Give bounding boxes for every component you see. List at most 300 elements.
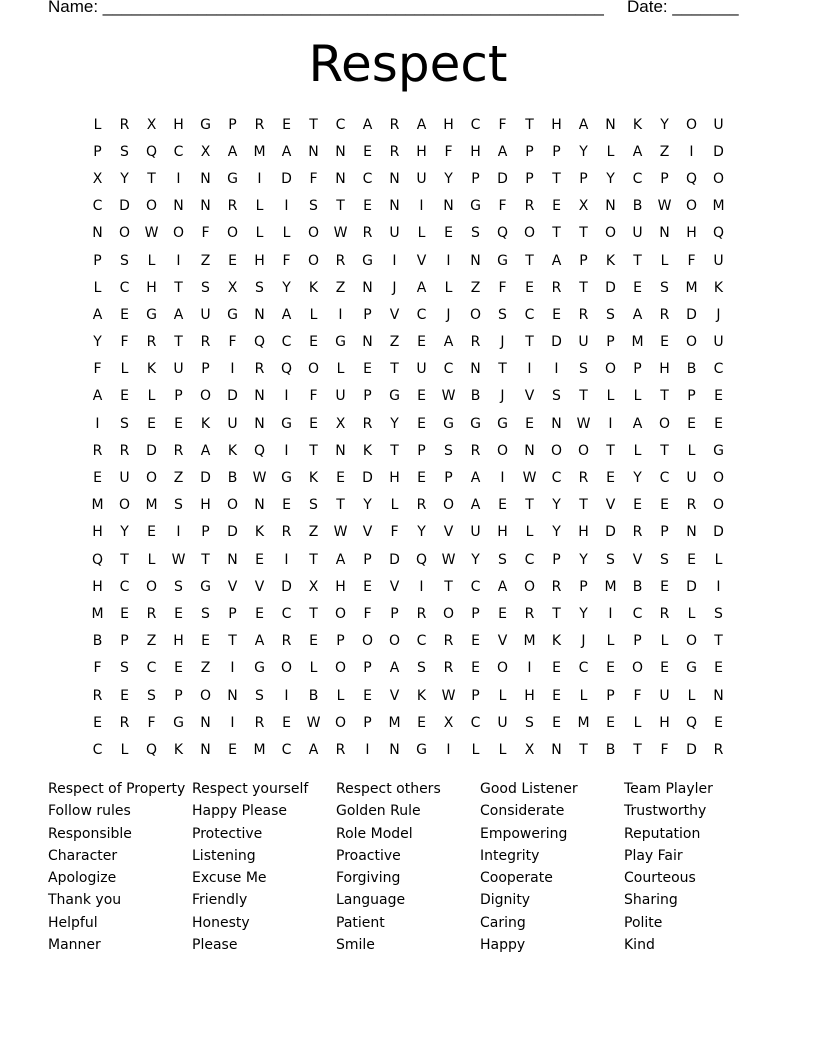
grid-letter: G bbox=[362, 252, 373, 269]
grid-letter: E bbox=[228, 741, 237, 758]
grid-letter: X bbox=[578, 198, 589, 215]
grid-letter: G bbox=[686, 660, 697, 677]
grid-letter: E bbox=[714, 415, 723, 432]
grid-letter: R bbox=[92, 687, 103, 704]
grid-letter: R bbox=[254, 116, 265, 133]
grid-letter: A bbox=[497, 143, 508, 160]
word-list-item: Caring bbox=[480, 914, 526, 931]
letter-grid bbox=[84, 111, 732, 764]
grid-letter: N bbox=[659, 225, 670, 242]
grid-letter: L bbox=[714, 551, 723, 568]
grid-letter: N bbox=[470, 361, 481, 378]
grid-letter: L bbox=[660, 252, 669, 269]
grid-letter: G bbox=[200, 116, 211, 133]
grid-letter: T bbox=[552, 605, 561, 622]
grid-letter: O bbox=[712, 497, 725, 514]
grid-letter: E bbox=[120, 687, 129, 704]
grid-letter: F bbox=[444, 143, 453, 160]
grid-letter: L bbox=[147, 252, 156, 269]
grid-letter: N bbox=[389, 198, 400, 215]
grid-letter: I bbox=[284, 442, 289, 459]
grid-letter: P bbox=[444, 470, 453, 487]
grid-letter: M bbox=[712, 198, 725, 215]
grid-letter: R bbox=[443, 660, 454, 677]
grid-letter: H bbox=[470, 143, 481, 160]
grid-letter: A bbox=[227, 143, 238, 160]
grid-letter: D bbox=[389, 551, 400, 568]
grid-letter: F bbox=[687, 252, 696, 269]
grid-letter: O bbox=[604, 225, 617, 242]
grid-letter: E bbox=[120, 306, 129, 323]
grid-letter: A bbox=[632, 306, 643, 323]
grid-letter: E bbox=[147, 415, 156, 432]
grid-letter: K bbox=[362, 442, 373, 459]
grid-letter: C bbox=[632, 605, 643, 622]
grid-letter: E bbox=[444, 225, 453, 242]
grid-letter: N bbox=[389, 170, 400, 187]
grid-letter: A bbox=[416, 116, 427, 133]
grid-letter: G bbox=[254, 660, 265, 677]
grid-letter: A bbox=[632, 415, 643, 432]
word-list-item: Manner bbox=[48, 937, 101, 954]
grid-letter: L bbox=[687, 442, 696, 459]
grid-letter: G bbox=[389, 388, 400, 405]
grid-letter: E bbox=[714, 388, 723, 405]
grid-letter: O bbox=[685, 334, 698, 351]
grid-letter: H bbox=[659, 361, 670, 378]
name-field-label: Name: _____________________________________________________ bbox=[48, 0, 604, 16]
grid-letter: O bbox=[199, 687, 212, 704]
grid-letter: A bbox=[335, 551, 346, 568]
grid-letter: N bbox=[227, 687, 238, 704]
grid-letter: X bbox=[146, 116, 157, 133]
grid-letter: B bbox=[632, 578, 643, 595]
grid-letter: S bbox=[174, 497, 183, 514]
grid-letter: P bbox=[471, 170, 480, 187]
word-list-item: Helpful bbox=[48, 914, 98, 931]
grid-letter: K bbox=[200, 415, 211, 432]
grid-letter: D bbox=[497, 170, 508, 187]
grid-letter: V bbox=[389, 578, 400, 595]
grid-letter: M bbox=[91, 497, 104, 514]
grid-letter: V bbox=[605, 497, 616, 514]
grid-letter: E bbox=[336, 470, 345, 487]
grid-letter: O bbox=[145, 470, 158, 487]
grid-letter: R bbox=[281, 524, 292, 541]
grid-letter: L bbox=[282, 225, 291, 242]
grid-letter: R bbox=[632, 524, 643, 541]
grid-letter: R bbox=[713, 741, 724, 758]
grid-letter: T bbox=[579, 497, 588, 514]
grid-letter: Y bbox=[120, 524, 129, 541]
grid-letter: H bbox=[92, 578, 103, 595]
grid-letter: G bbox=[443, 415, 454, 432]
grid-letter: L bbox=[120, 361, 129, 378]
grid-letter: A bbox=[389, 660, 400, 677]
word-list-item: Team Playler bbox=[624, 781, 713, 797]
grid-letter: G bbox=[416, 741, 427, 758]
grid-letter: L bbox=[687, 605, 696, 622]
grid-letter: X bbox=[524, 741, 535, 758]
grid-letter: O bbox=[496, 660, 509, 677]
grid-letter: D bbox=[362, 470, 373, 487]
grid-letter: I bbox=[176, 252, 181, 269]
grid-letter: R bbox=[524, 198, 535, 215]
grid-letter: T bbox=[525, 116, 534, 133]
word-list-item: Smile bbox=[336, 937, 375, 954]
grid-letter: K bbox=[254, 524, 265, 541]
grid-letter: E bbox=[471, 660, 480, 677]
grid-letter: L bbox=[309, 660, 318, 677]
grid-letter: O bbox=[307, 225, 320, 242]
grid-letter: O bbox=[361, 633, 374, 650]
grid-letter: S bbox=[606, 306, 615, 323]
grid-letter: R bbox=[119, 116, 130, 133]
grid-letter: I bbox=[554, 361, 559, 378]
grid-letter: O bbox=[388, 633, 401, 650]
grid-letter: Q bbox=[685, 170, 698, 187]
grid-letter: S bbox=[714, 605, 723, 622]
grid-letter: L bbox=[147, 551, 156, 568]
grid-letter: E bbox=[687, 551, 696, 568]
grid-letter: R bbox=[416, 497, 427, 514]
grid-letter: A bbox=[173, 306, 184, 323]
grid-letter: B bbox=[686, 361, 697, 378]
grid-letter: O bbox=[145, 198, 158, 215]
grid-letter: E bbox=[660, 578, 669, 595]
grid-letter: B bbox=[470, 388, 481, 405]
grid-letter: H bbox=[92, 524, 103, 541]
grid-letter: E bbox=[363, 361, 372, 378]
grid-letter: C bbox=[551, 470, 562, 487]
word-list-item: Apologize bbox=[48, 870, 117, 887]
grid-letter: E bbox=[363, 143, 372, 160]
grid-letter: F bbox=[147, 714, 156, 731]
grid-letter: E bbox=[660, 497, 669, 514]
grid-letter: T bbox=[336, 198, 345, 215]
grid-letter: P bbox=[417, 442, 426, 459]
grid-letter: P bbox=[363, 388, 372, 405]
grid-letter: E bbox=[93, 714, 102, 731]
grid-letter: S bbox=[471, 225, 480, 242]
grid-letter: F bbox=[93, 361, 102, 378]
grid-letter: T bbox=[579, 741, 588, 758]
grid-letter: D bbox=[227, 524, 238, 541]
grid-letter: W bbox=[306, 714, 321, 731]
grid-letter: E bbox=[174, 415, 183, 432]
grid-letter: H bbox=[389, 470, 400, 487]
grid-letter: K bbox=[308, 470, 319, 487]
grid-letter: H bbox=[416, 143, 427, 160]
grid-letter: N bbox=[389, 741, 400, 758]
grid-letter: A bbox=[281, 306, 292, 323]
grid-letter: Y bbox=[390, 415, 399, 432]
grid-letter: Z bbox=[659, 143, 670, 160]
grid-letter: I bbox=[446, 741, 451, 758]
grid-letter: R bbox=[416, 605, 427, 622]
grid-letter: X bbox=[308, 578, 319, 595]
grid-letter: Y bbox=[417, 524, 426, 541]
header bbox=[48, 0, 748, 21]
grid-letter: S bbox=[120, 415, 129, 432]
grid-letter: C bbox=[470, 116, 481, 133]
grid-letter: I bbox=[419, 578, 424, 595]
grid-letter: O bbox=[712, 470, 725, 487]
grid-letter: I bbox=[446, 252, 451, 269]
grid-letter: G bbox=[713, 442, 724, 459]
word-list-item: Excuse Me bbox=[192, 870, 267, 887]
grid-letter: T bbox=[714, 633, 723, 650]
grid-letter: E bbox=[633, 279, 642, 296]
grid-letter: A bbox=[470, 470, 481, 487]
grid-letter: A bbox=[308, 741, 319, 758]
grid-letter: P bbox=[336, 633, 345, 650]
grid-letter: Y bbox=[471, 551, 480, 568]
grid-letter: L bbox=[255, 225, 264, 242]
grid-letter: R bbox=[578, 470, 589, 487]
grid-letter: I bbox=[365, 741, 370, 758]
grid-letter: L bbox=[633, 442, 642, 459]
grid-letter: L bbox=[390, 497, 399, 514]
grid-letter: R bbox=[200, 334, 211, 351]
grid-letter: T bbox=[120, 551, 129, 568]
grid-letter: E bbox=[417, 388, 426, 405]
grid-letter: K bbox=[416, 687, 427, 704]
word-list-item: Thank you bbox=[48, 892, 122, 909]
grid-letter: G bbox=[173, 714, 184, 731]
grid-letter: N bbox=[686, 524, 697, 541]
grid-letter: N bbox=[524, 442, 535, 459]
grid-letter: Y bbox=[633, 470, 642, 487]
grid-letter: S bbox=[147, 687, 156, 704]
grid-letter: F bbox=[120, 334, 129, 351]
grid-letter: P bbox=[201, 361, 210, 378]
grid-letter: R bbox=[173, 442, 184, 459]
grid-letter: R bbox=[578, 306, 589, 323]
grid-letter: O bbox=[685, 633, 698, 650]
grid-letter: E bbox=[363, 687, 372, 704]
grid-letter: L bbox=[255, 198, 264, 215]
grid-letter: T bbox=[552, 225, 561, 242]
grid-letter: E bbox=[606, 714, 615, 731]
grid-letter: F bbox=[633, 687, 642, 704]
grid-letter: E bbox=[282, 497, 291, 514]
grid-letter: U bbox=[632, 225, 643, 242]
grid-letter: Z bbox=[146, 633, 157, 650]
grid-letter: N bbox=[335, 170, 346, 187]
grid-letter: W bbox=[522, 470, 537, 487]
word-list-item: Respect yourself bbox=[192, 781, 309, 797]
grid-letter: U bbox=[713, 116, 724, 133]
grid-letter: Q bbox=[280, 361, 293, 378]
grid-letter: P bbox=[579, 170, 588, 187]
grid-letter: N bbox=[227, 551, 238, 568]
grid-letter: C bbox=[470, 714, 481, 731]
grid-letter: C bbox=[632, 170, 643, 187]
grid-letter: D bbox=[686, 741, 697, 758]
grid-letter: T bbox=[606, 442, 615, 459]
grid-letter: Q bbox=[253, 442, 266, 459]
grid-letter: I bbox=[284, 388, 289, 405]
grid-letter: N bbox=[200, 198, 211, 215]
grid-letter: M bbox=[253, 741, 266, 758]
grid-letter: C bbox=[524, 551, 535, 568]
grid-letter: T bbox=[525, 252, 534, 269]
grid-letter: D bbox=[686, 306, 697, 323]
grid-letter: E bbox=[120, 605, 129, 622]
grid-letter: L bbox=[471, 741, 480, 758]
grid-letter: E bbox=[552, 198, 561, 215]
grid-letter: J bbox=[500, 334, 505, 351]
word-list-item: Cooperate bbox=[480, 870, 553, 887]
grid-letter: E bbox=[552, 687, 561, 704]
grid-letter: U bbox=[470, 524, 481, 541]
word-list-item: Courteous bbox=[624, 870, 696, 887]
grid-letter: X bbox=[335, 415, 346, 432]
grid-letter: C bbox=[470, 578, 481, 595]
grid-letter: S bbox=[606, 551, 615, 568]
grid-letter: A bbox=[578, 116, 589, 133]
grid-letter: V bbox=[524, 388, 535, 405]
grid-letter: Y bbox=[552, 497, 561, 514]
word-list bbox=[48, 778, 768, 956]
word-list-item: Happy bbox=[480, 937, 526, 954]
grid-letter: A bbox=[92, 306, 103, 323]
grid-letter: E bbox=[255, 551, 264, 568]
grid-letter: E bbox=[309, 334, 318, 351]
grid-letter: U bbox=[497, 714, 508, 731]
grid-letter: T bbox=[174, 334, 183, 351]
grid-letter: R bbox=[389, 116, 400, 133]
grid-letter: T bbox=[579, 225, 588, 242]
grid-letter: D bbox=[605, 524, 616, 541]
grid-letter: C bbox=[92, 198, 103, 215]
grid-letter: I bbox=[392, 252, 397, 269]
grid-letter: I bbox=[176, 524, 181, 541]
grid-letter: G bbox=[281, 415, 292, 432]
grid-letter: R bbox=[470, 334, 481, 351]
grid-letter: N bbox=[254, 497, 265, 514]
grid-letter: N bbox=[605, 198, 616, 215]
grid-letter: N bbox=[362, 279, 373, 296]
grid-letter: H bbox=[659, 714, 670, 731]
grid-letter: T bbox=[309, 605, 318, 622]
grid-letter: E bbox=[309, 633, 318, 650]
grid-letter: B bbox=[605, 741, 616, 758]
grid-letter: J bbox=[716, 306, 721, 323]
grid-letter: B bbox=[227, 470, 238, 487]
word-list-item: Respect others bbox=[336, 781, 441, 797]
grid-letter: G bbox=[227, 170, 238, 187]
grid-letter: D bbox=[119, 198, 130, 215]
grid-letter: R bbox=[443, 633, 454, 650]
grid-letter: G bbox=[497, 415, 508, 432]
grid-letter: H bbox=[551, 116, 562, 133]
grid-letter: C bbox=[173, 143, 184, 160]
grid-letter: N bbox=[308, 143, 319, 160]
grid-letter: N bbox=[335, 442, 346, 459]
grid-letter: P bbox=[471, 605, 480, 622]
grid-letter: I bbox=[527, 361, 532, 378]
grid-letter: Z bbox=[470, 279, 481, 296]
grid-letter: E bbox=[660, 660, 669, 677]
grid-letter: S bbox=[120, 143, 129, 160]
grid-letter: A bbox=[254, 633, 265, 650]
grid-letter: G bbox=[470, 415, 481, 432]
grid-letter: O bbox=[604, 361, 617, 378]
word-list-item: Play Fair bbox=[624, 847, 683, 864]
grid-letter: P bbox=[174, 687, 183, 704]
grid-letter: T bbox=[309, 551, 318, 568]
grid-letter: C bbox=[281, 605, 292, 622]
grid-letter: L bbox=[336, 687, 345, 704]
grid-letter: S bbox=[579, 361, 588, 378]
grid-letter: F bbox=[498, 279, 507, 296]
grid-letter: D bbox=[713, 143, 724, 160]
grid-letter: R bbox=[119, 714, 130, 731]
grid-letter: T bbox=[525, 497, 534, 514]
grid-letter: G bbox=[497, 252, 508, 269]
grid-letter: F bbox=[660, 741, 669, 758]
grid-letter: U bbox=[686, 470, 697, 487]
grid-letter: A bbox=[470, 497, 481, 514]
grid-letter: E bbox=[93, 470, 102, 487]
grid-letter: E bbox=[417, 415, 426, 432]
grid-letter: G bbox=[470, 198, 481, 215]
grid-letter: P bbox=[633, 633, 642, 650]
grid-letter: M bbox=[523, 633, 536, 650]
grid-letter: S bbox=[525, 714, 534, 731]
word-list-item: Language bbox=[336, 892, 406, 909]
grid-letter: E bbox=[255, 605, 264, 622]
grid-letter: C bbox=[92, 741, 103, 758]
grid-letter: I bbox=[176, 170, 181, 187]
grid-letter: W bbox=[441, 687, 456, 704]
grid-letter: S bbox=[255, 687, 264, 704]
grid-letter: U bbox=[335, 388, 346, 405]
grid-letter: W bbox=[333, 225, 348, 242]
grid-letter: A bbox=[362, 116, 373, 133]
grid-letter: N bbox=[470, 252, 481, 269]
grid-letter: P bbox=[687, 388, 696, 405]
grid-letter: P bbox=[228, 116, 237, 133]
grid-letter: L bbox=[120, 741, 129, 758]
grid-letter: V bbox=[416, 252, 427, 269]
grid-letter: J bbox=[392, 279, 397, 296]
grid-letter: Z bbox=[173, 470, 184, 487]
grid-letter: A bbox=[443, 334, 454, 351]
grid-letter: T bbox=[660, 388, 669, 405]
grid-letter: C bbox=[443, 361, 454, 378]
grid-letter: S bbox=[255, 279, 264, 296]
grid-letter: P bbox=[363, 714, 372, 731]
grid-letter: L bbox=[660, 633, 669, 650]
grid-letter: T bbox=[660, 442, 669, 459]
grid-letter: X bbox=[443, 714, 454, 731]
grid-letter: Y bbox=[282, 279, 291, 296]
grid-letter: T bbox=[201, 551, 210, 568]
grid-letter: P bbox=[363, 660, 372, 677]
grid-letter: N bbox=[173, 198, 184, 215]
grid-letter: T bbox=[552, 170, 561, 187]
grid-letter: Q bbox=[253, 334, 266, 351]
grid-letter: H bbox=[335, 578, 346, 595]
grid-letter: P bbox=[228, 605, 237, 622]
grid-letter: R bbox=[146, 605, 157, 622]
grid-letter: O bbox=[307, 252, 320, 269]
grid-letter: Y bbox=[579, 605, 588, 622]
grid-letter: S bbox=[201, 605, 210, 622]
